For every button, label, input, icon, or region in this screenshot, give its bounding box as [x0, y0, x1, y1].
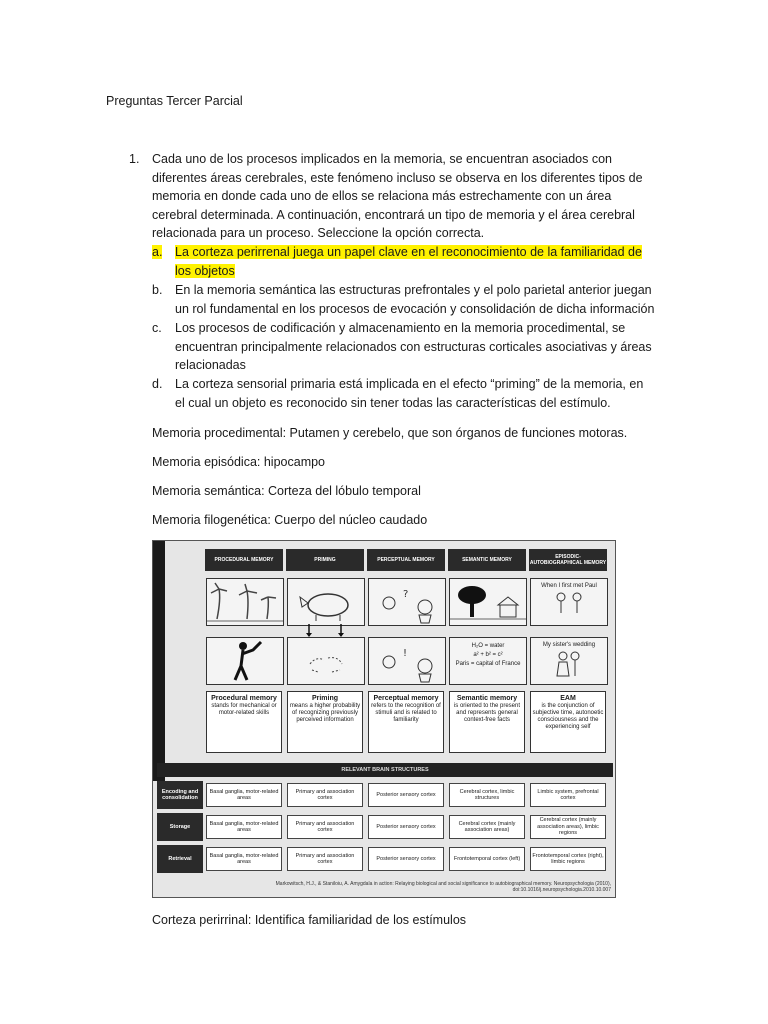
memory-note-procedural: Memoria procedimental: Putamen y cerebelo, que son órganos de funciones motoras. [152, 426, 628, 440]
question-line: cerebral determinada. A continuación, encontrará un tipo de memoria y el área cerebral [152, 207, 635, 222]
column-header-perceptual: PERCEPTUAL MEMORY [367, 549, 445, 571]
description-procedural: Procedural memory stands for mechanical or motor-related skills [206, 691, 282, 753]
golfer-illustration [207, 638, 283, 684]
palm-tree-illustration [207, 579, 283, 625]
option-a-letter: a. [152, 245, 163, 259]
description-perceptual: Perceptual memory refers to the recognition of stimuli and is related to familiarity [368, 691, 444, 753]
tree-house-illustration [450, 579, 526, 625]
row-label-encoding: Encoding and consolidation [157, 781, 203, 809]
perceptual-image-bottom [368, 637, 446, 685]
couple-illustration [531, 589, 607, 617]
table-cell: Posterior sensory cortex [368, 783, 444, 807]
episodic-bottom-text: My sister's wedding [542, 642, 596, 648]
option-line: el cual un objeto es reconocido sin tener todas las características del estímulo. [175, 395, 611, 410]
option-b-text [175, 281, 665, 318]
option-d-text [175, 375, 665, 412]
table-cell: Frontotemporal cortex (left) [449, 847, 525, 871]
question-line: Cada uno de los procesos implicados en la memoria, se encuentran asociados con [152, 152, 612, 166]
semantic-fact: Paris = capital of France [455, 661, 521, 667]
option-line: relacionadas [175, 358, 246, 372]
column-header-semantic: SEMANTIC MEMORY [448, 549, 526, 571]
question-number: 1. [129, 152, 140, 166]
option-line: un rol fundamental en los procesos de evocación y consolidación de dicha información [175, 301, 655, 316]
description-semantic: Semantic memory is oriented to the present and represents general context-free facts [449, 691, 525, 753]
memory-systems-figure [152, 540, 616, 898]
footer-note: Corteza perirrinal: Identifica familiaridad de los estímulos [152, 913, 467, 927]
description-episodic: EAM is the conjunction of subjective time, autonoetic consciousness and the experiencing self [530, 691, 606, 753]
memory-note-phylogenetic: Memoria filogenética: Cuerpo del núcleo caudado [152, 513, 428, 527]
column-header-priming: PRIMING [286, 549, 364, 571]
rhino-illustration [288, 579, 364, 625]
question-text [152, 150, 662, 243]
priming-image-top [287, 578, 365, 626]
memory-note-semantic: Memoria semántica: Corteza del lóbulo temporal [152, 484, 421, 498]
option-c-letter: c. [152, 321, 162, 335]
table-cell: Basal ganglia, motor-related areas [206, 847, 282, 871]
column-header-episodic: EPISODIC-AUTOBIOGRAPHICAL MEMORY [529, 549, 607, 571]
procedural-image-bottom [206, 637, 284, 685]
option-b-letter: b. [152, 283, 163, 297]
question-line: relacionada para un proceso. Seleccione la opción correcta. [152, 226, 485, 240]
figure-left-bar [153, 541, 165, 781]
person-question-illustration [369, 579, 445, 625]
semantic-image-top [449, 578, 527, 626]
table-cell: Cerebral cortex (mainly association areas), limbic regions [530, 815, 606, 839]
question-line: memoria en donde cada uno de ellos se relaciona más estrechamente con un área [152, 189, 612, 203]
episodic-image-bottom [530, 637, 608, 685]
option-d-letter: d. [152, 377, 163, 391]
priming-image-bottom [287, 637, 365, 685]
question-line: diferentes áreas cerebrales, este fenómeno incluso se observa en los diferentes tipos de [152, 170, 643, 185]
episodic-top-text: When I first met Paul [541, 583, 597, 589]
priming-arrows [287, 624, 363, 638]
semantic-fact: a² + b² = c² [473, 652, 503, 658]
svg-text:?: ? [403, 589, 409, 600]
table-cell: Frontotemporal cortex (right), limbic regions [530, 847, 606, 871]
table-cell: Limbic system, prefrontal cortex [530, 783, 606, 807]
option-line: La corteza sensorial primaria está implicada en el efecto “priming” de la memoria, en [175, 377, 644, 391]
row-label-storage: Storage [157, 813, 203, 841]
table-cell: Primary and association cortex [287, 847, 363, 871]
table-cell: Posterior sensory cortex [368, 815, 444, 839]
table-cell: Basal ganglia, motor-related areas [206, 815, 282, 839]
option-line: En la memoria semántica las estructuras prefrontales y el polo parietal anterior juegan [175, 283, 652, 297]
option-line: La corteza perirrenal juega un papel clave en el reconocimiento de la familiaridad de [175, 245, 642, 259]
option-c-text [175, 319, 665, 375]
episodic-image-top [530, 578, 608, 626]
svg-text:!: ! [403, 648, 408, 659]
person-exclamation-illustration [369, 638, 445, 684]
semantic-fact: H₂O = water [471, 643, 505, 649]
table-cell: Posterior sensory cortex [368, 847, 444, 871]
option-line: los objetos [175, 263, 235, 278]
fragmented-rhino-illustration [288, 638, 364, 684]
row-label-retrieval: Retrieval [157, 845, 203, 873]
description-priming: Priming means a higher probability of recognizing previously perceived information [287, 691, 363, 753]
wedding-illustration [531, 648, 607, 678]
table-cell: Cerebral cortex, limbic structures [449, 783, 525, 807]
table-cell: Cerebral cortex (mainly association areas) [449, 815, 525, 839]
table-cell: Basal ganglia, motor-related areas [206, 783, 282, 807]
memory-note-episodic: Memoria episódica: hipocampo [152, 455, 326, 469]
option-line: Los procesos de codificación y almacenamiento en la memoria procedimental, se [175, 321, 626, 335]
perceptual-image-top [368, 578, 446, 626]
page-title: Preguntas Tercer Parcial [106, 94, 243, 108]
semantic-image-bottom [449, 637, 527, 685]
table-cell: Primary and association cortex [287, 783, 363, 807]
figure-caption: Markowitsch, H.J., & Staniloiu, A. Amygdala in action: Relaying biological and social significance to autobiographical memory. Neuropsychologia (2010), doi:10.1016/j.neuropsychologia.2010.10.007 [275, 881, 611, 893]
brain-structures-bar: RELEVANT BRAIN STRUCTURES [157, 763, 613, 777]
column-header-procedural: PROCEDURAL MEMORY [205, 549, 283, 571]
table-cell: Primary and association cortex [287, 815, 363, 839]
procedural-image-top [206, 578, 284, 626]
option-a-text [175, 243, 665, 280]
option-line: encuentran principalmente relacionados con estructuras corticales asociativas y áreas [175, 339, 652, 354]
